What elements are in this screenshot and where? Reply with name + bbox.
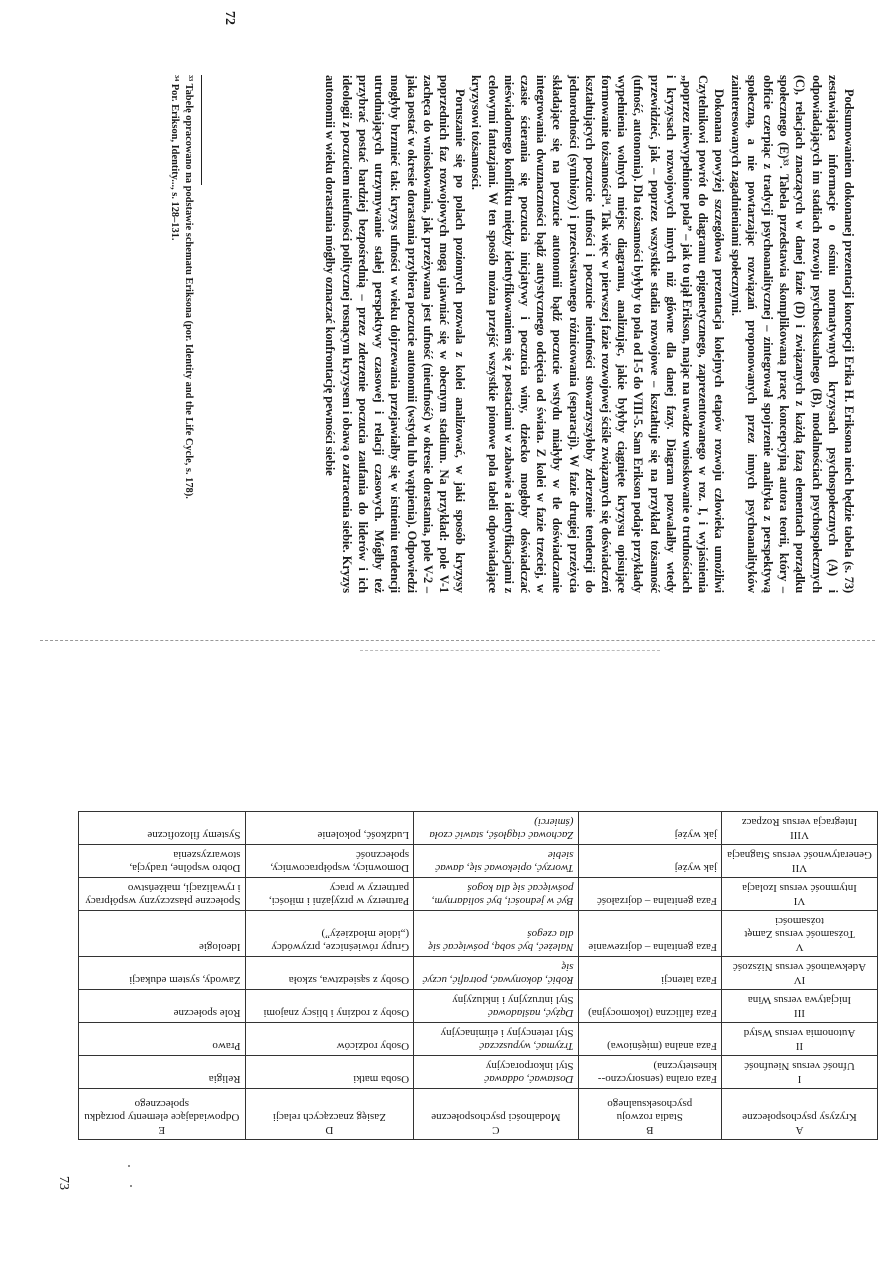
relations-cell: Osoba matki [245,1056,414,1089]
crisis-cell: Integracja versus Rozpacz [741,816,858,828]
table-row [79,812,878,845]
relations-cell: Domownicy, współpracownicy, społeczność [245,845,414,878]
crisis-cell: Ufność versus Nieufność [744,1060,855,1072]
page-73-table-rotated [78,750,878,1140]
relations-cell: Grupy rówieśnicze, przywódcy („idole młodzieży”) [245,911,414,957]
page-number-72: 72 [222,11,237,25]
paragraph-horizontal-fields: Poruszanie się po polach poziomych pozwala z kolei analizować, w jaki sposób kryzysy poprzednich faz rozwojowych mogą ujawniać się w obecnym stadium. Na przykład: pole V-1 zachęca do wnioskowania, jak przeżywana jest ufność (nieufność) w okresie dorastania, pole V-2 – jaka postać w okresie dorastania przybiera poczucie autonomii (wstydu lub wątpienia). Odpowiedzi mogłyby brzmieć tak: kryzys ufności w wieku dojrzewania przejawiałby się w istnieniu tendencji utrudniających utrzymywanie stałej perspektywy czasowej i relacji czasowych. Mógłby też przybrać postać bardziej bezpośrednią – przez zderzenie poczucia zaufania do liderów i ich ideologii z poczuciem nieufności politycznej rosnącym kryzysem i obawą o zatracenia siebie. Kryzys autonomii w wieku dorastania mógłby oznaczać konfrontację pewności siebie [323,75,468,593]
footnotes [167,75,202,593]
footnote-rule [201,75,202,185]
modality-style: Styl intruzyjny i inkluzyjny [452,994,574,1006]
modality-cell: Dążyć, naśladować [487,1007,574,1019]
order-cell: Systemy filozoficzne [79,812,246,845]
stage-cell: Faza genitalna – dojrzałość [578,878,721,911]
modality-cell: Należeć, być sobą, poświęcać się dla czegoś [428,928,574,953]
row-number: I [797,1073,802,1085]
header-b: B Stadia rozwoju psychoseksualnego [578,1089,721,1140]
row-number: IV [793,974,806,986]
order-cell: Prawo [79,1023,246,1056]
footnote-34: ³⁴ Por. Erikson, Identity..., s. 128–131. [169,75,180,241]
fold-line [40,640,875,641]
header-a: A Kryzysy psychospołeczne [721,1089,877,1140]
stage-cell: Faza falliczna (lokomocyjna) [578,990,721,1023]
stage-cell: Faza genitalna – dojrzewanie [578,911,721,957]
modality-cell: Zachować ciągłość, stawić czoła (śmierci) [429,816,574,841]
modality-cell: Być w jedności, być solidarnym, poświęcać się dla kogoś [431,882,574,907]
table-row [79,990,878,1023]
modality-cell: Tworzyć, opiekować się, dawać siebie [435,849,574,874]
row-number: VII [791,862,808,874]
fold-line-secondary [360,650,660,651]
footnote-33: ³³ Tabelę opracowano na podstawie schematu Eriksona (por. Identity and the Life Cycle, s. 178). [183,75,194,499]
modality-cell: Trzymać, wypuszczać [479,1040,574,1052]
stage-cell: jak wyżej [578,812,721,845]
table-header-row [79,1089,878,1140]
relations-cell: Osoby z sąsiedztwa, szkoła [245,957,414,990]
crisis-cell: Generatywność versus Stagnacja [727,849,872,861]
table-row [79,957,878,990]
page-number-73: 73 [56,1176,71,1190]
order-cell: Społeczne płaszczyzny współpracy i rywalizacji, małżeństwo [79,878,246,911]
speck [130,1185,132,1187]
header-c: C Modalności psychospołeczne [414,1089,578,1140]
modality-cell: Dostawać, oddawać [484,1073,574,1085]
modality-cell: Robić, dokonywać, potrafić, uczyć się [422,961,574,986]
relations-cell: Osoby rodziców [245,1023,414,1056]
order-cell: Religia [79,1056,246,1089]
table-row [79,1056,878,1089]
order-cell: Zawody, system edukacji [79,957,246,990]
crisis-cell: Inicjatywa versus Wina [747,994,852,1006]
stage-cell: Faza latencji [578,957,721,990]
stage-cell: Faza oralna (sensoryczno--kinestetyczna) [578,1056,721,1089]
stage-cell: jak wyżej [578,845,721,878]
modality-style: Styl inkorporacyjny [485,1060,574,1072]
relations-cell: Partnerzy w przyjaźni i miłości, partnerzy w pracy [245,878,414,911]
crisis-cell: Adekwatność versus Niższość [732,961,867,973]
order-cell: Ideologie [79,911,246,957]
crisis-cell: Autonomia versus Wstyd [743,1027,856,1039]
table-row [79,911,878,957]
paragraph-summary: Podsumowaniem dokonanej prezentacji koncepcji Erika H. Eriksona niech będzie tabela (s. 73) zestawiająca informacje o ośmiu normatywnych kryzysach psychospołecznych (A) i odpowiadających im stadiach rozwoju psychoseksualnego (B), modalnościach psychospołecznych (C), relacjach znaczących w danej fazie (D) i związanych z każdą fazą elementach porządku społecznego (E)³³. Tabela przedstawia skomplikowaną pracę koncepcyjną autora teorii, który – obficie czerpiąc z tradycji psychoanalitycznej – zintegrował spojrzenie analityka z perspektywą społeczną, a nie powtarzając rozwiązań proponowanych przez innych psychoanalityków zainteresowanych zagadnieniami społecznymi. [728,75,856,593]
speck [128,1165,130,1167]
table-row [79,878,878,911]
crisis-cell: Intymność versus Izolacja [742,882,857,894]
row-number: II [795,1040,804,1052]
row-number: V [795,941,804,953]
page-72-rotated [120,11,857,593]
order-cell: Role społeczne [79,990,246,1023]
erikson-table [78,811,878,1140]
paragraph-diagram: Dokonana powyżej szczegółowa prezentacja kolejnych etapów rozwoju człowieka umożliwi Czytelnikowi powrót do diagramu epigenetycznego, zaprezentowanego w roz. I, i wyjaśnienia „poprzez niewypełnione pola” – jak to ujął Erikson, mając na uwadze wnioskowanie o trudnościach i kryzysach rozwojowych innych niż główne dla danej fazy. Diagram pozwalałby wtedy przewidzieć, jak – poprzez wszystkie stadia rozwojowe – kształtuje się na przykład tożsamość (ufność, autonomia). Dla tożsamości byłyby to pola od I-5 do VIII-5. Sam Erikson podaje przykłady wypełnienia wolnych miejsc diagramu, analizując, jakie byłyby ciągnięte kryzysu opisujące formowanie tożsamości³⁴. Tak więc w pierwszej fazie rozwojowej ściśle związanych się doświadczeń kształtujących poczucie ufności i poczucie nieufności stowarzyszyłoby zderzenie tendencji do jednorodności (symbiozy) i przeciwstawnego różnicowania (separacji). W fazie drugiej przeżycia składające się na poczucie autonomii bądź poczucie wstydu miałyby w tle doświadczanie integrowania dwuznaczności bądź autystycznego odcięcia od świata. Z kolei w fazie trzeciej, w czasie ścierania się poczucia inicjatywy i poczucia winy, dziecko mogłoby doświadczać nieświadomego konfliktu między identyfikowaniem się z postaciami w zabawie a identyfikacjami z celowymi fantazjami. W ten sposób można przejść wszystkie pionowe pola tabeli odpowiadające kryzysowi tożsamości. [469,75,727,593]
relations-cell: Ludzkość, pokolenie [245,812,414,845]
header-d: D Zasięg znaczących relacji [245,1089,414,1140]
row-number: VI [793,895,806,907]
modality-style: Styl retencyjny i eliminacyjny [440,1027,574,1039]
order-cell: Dobro wspólne, tradycja, stowarzyszenia [79,845,246,878]
row-number: VIII [790,829,809,841]
crisis-cell: Tożsamość versus Zamęt tożsamości [744,915,855,940]
header-e: E Odpowiadające elementy porządku społecznego [79,1089,246,1140]
row-number: III [794,1007,805,1019]
relations-cell: Osoby z rodziny i bliscy znajomi [245,990,414,1023]
table-row [79,1023,878,1056]
stage-cell: Faza analna (mięśniowa) [578,1023,721,1056]
table-row [79,845,878,878]
